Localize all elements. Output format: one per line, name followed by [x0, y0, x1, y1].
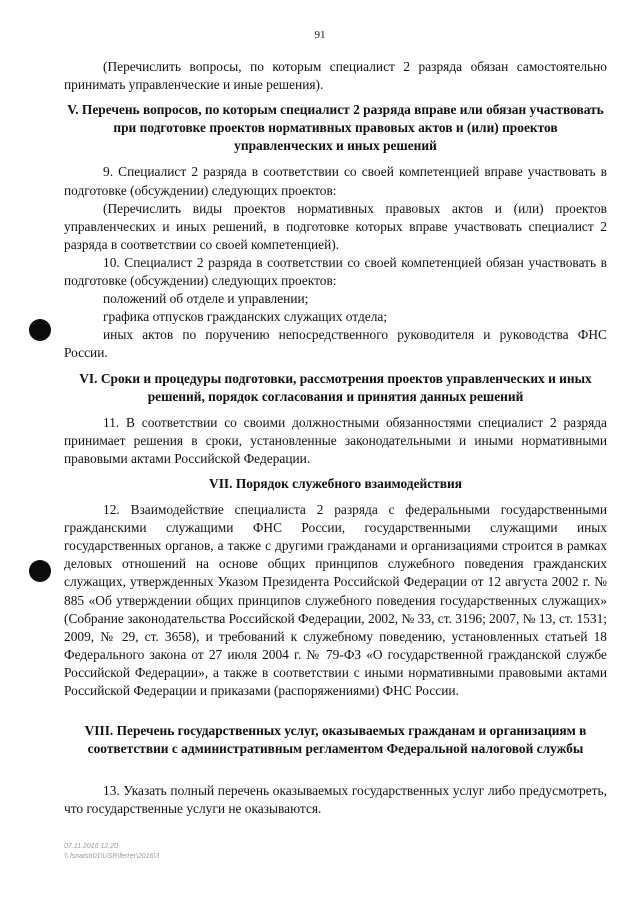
punch-hole-lower	[29, 560, 51, 582]
paragraph: графика отпусков гражданских служащих отдела;	[103, 309, 388, 325]
section-heading: VIII. Перечень государственных услуг, оказываемых гражданам и организациям в соответствии с административным регламентом Федеральной налоговой службы	[84, 723, 587, 757]
file-stamp-line-2: \\ fsnatstr01\USR\ferrer\2016\3	[64, 853, 160, 860]
paragraph: 12. Взаимодействие специалиста 2 разряда с федеральными государственными гражданскими служащими ФНС России, государственными служащими иных государственных органов, а также с другими гражданами и организациями строится в рамках деловых отношений на основе общих принципов служебного поведения гражданских служащих, утвержденных Указом Президента Российской Федерации от 12 августа 2002 г. № 885 «Об утверждении общих принципов служебного поведения государственных служащих» (Собрание законодательства Российской Федерации, 2002, № 33, ст. 3196; 2007, № 13, ст. 1531; 2009, № 29, ст. 3658), и требований к служебному поведению, установленных статьей 18 Федерального закона от 27 июля 2004 г. № 79-ФЗ «О государственной гражданской службе Российской Федерации», а также в соответствии с иными нормативными правовыми актами Российской Федерации и приказами (распоряжениями) ФНС России.	[64, 502, 607, 698]
paragraph: 13. Указать полный перечень оказываемых государственных услуг либо предусмотреть, что государственные услуги не оказываются.	[64, 783, 607, 817]
file-stamp-line-1: 07.11.2016 12:20	[64, 843, 118, 850]
page-number: 91	[314, 29, 326, 41]
paragraph: иных актов по поручению непосредственного руководителя и руководства ФНС России.	[64, 327, 607, 361]
paragraph: 9. Специалист 2 разряда в соответствии со своей компетенцией вправе участвовать в подготовке (обсуждении) следующих проектов:	[64, 164, 607, 198]
section-heading: V. Перечень вопросов, по которым специалист 2 разряда вправе или обязан участвовать при подготовке проектов нормативных правовых актов и (или) проектов управленческих и иных решений	[67, 102, 604, 154]
paragraph: (Перечислить вопросы, по которым специалист 2 разряда обязан самостоятельно принимать управленческие и иные решения).	[64, 59, 607, 93]
section-heading: VII. Порядок служебного взаимодействия	[209, 475, 462, 491]
paragraph: 11. В соответствии со своими должностными обязанностями специалист 2 разряда принимает решения в сроки, установленные законодательными и иными нормативными правовыми актами Российской Федерации.	[64, 414, 607, 466]
paragraph: 10. Специалист 2 разряда в соответствии со своей компетенцией обязан участвовать в подготовке (обсуждении) следующих проектов:	[64, 254, 607, 289]
document-body	[64, 58, 607, 818]
section-heading: VI. Сроки и процедуры подготовки, рассмотрения проектов управленческих и иных решений, порядок согласования и принятия данных решений	[79, 370, 592, 404]
punch-hole-upper	[29, 319, 51, 341]
paragraph: (Перечислить виды проектов нормативных правовых актов и (или) проектов управленческих и иных решений, в подготовке которых вправе участвовать специалист 2 разряда в соответствии со своей компетенцией).	[64, 200, 607, 252]
paragraph: положений об отделе и управлении;	[103, 291, 309, 307]
